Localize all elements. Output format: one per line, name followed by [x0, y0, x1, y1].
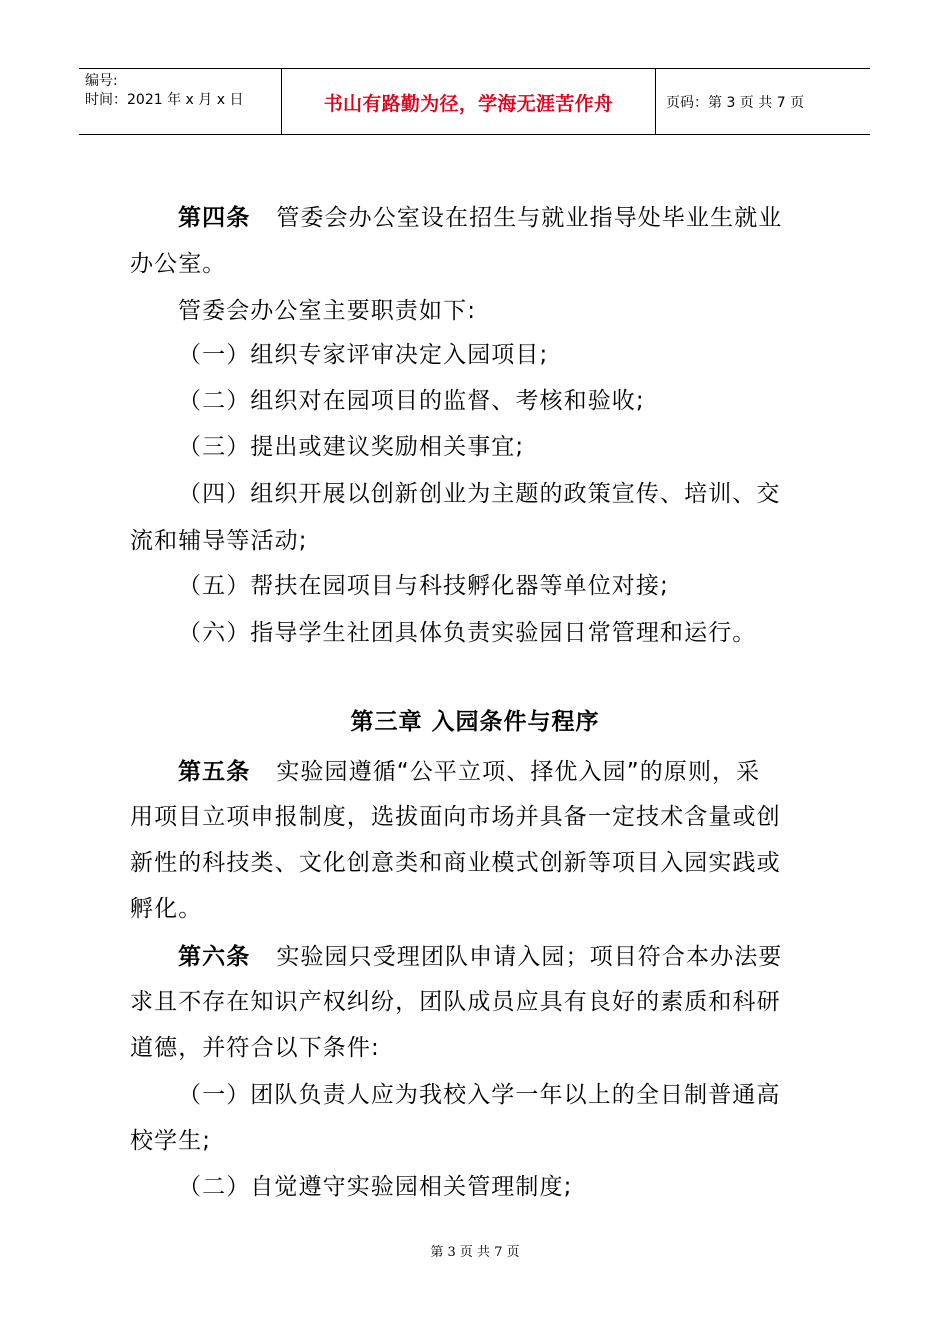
- header-page-cell: [656, 69, 870, 134]
- article5-heading: 第五条: [178, 758, 251, 784]
- header-number-label: 编号:: [85, 73, 118, 89]
- document-header: [79, 68, 870, 135]
- article6-item-1: （一）团队负责人应为我校入学一年以上的全日制普通高: [178, 1082, 781, 1108]
- page-footer: 第 3 页 共 7 页: [430, 1245, 520, 1260]
- article4-heading: 第四条: [178, 204, 251, 230]
- article4-item-1: （一）组织专家评审决定入园项目;: [178, 342, 549, 368]
- article5-line1: [178, 756, 878, 787]
- article4-item-5: （五）帮扶在园项目与科技孵化器等单位对接;: [178, 573, 669, 599]
- article4-duties-intro: 管委会办公室主要职责如下:: [178, 298, 477, 324]
- header-page-code: 页码：第 3 页 共 7 页: [666, 95, 805, 111]
- header-time-label: 时间：2021 年 x 月 x 日: [85, 92, 244, 108]
- article4-item-4-cont: 流和辅导等活动;: [130, 528, 308, 554]
- article6-item-1-cont: 校学生;: [130, 1128, 212, 1154]
- header-motto: 书山有路勤为径，学海无涯苦作舟: [323, 93, 614, 115]
- header-meta-cell: [79, 69, 282, 134]
- article4-text-line1: 管委会办公室设在招生与就业指导处毕业生就业: [276, 205, 783, 231]
- article6-line1: [178, 941, 878, 972]
- article4-item-6: （六）指导学生社团具体负责实验园日常管理和运行。: [178, 620, 757, 646]
- article6-text-line1: 实验园只受理团队申请入园；项目符合本办法要: [276, 944, 783, 970]
- article4-item-4: （四）组织开展以创新创业为主题的政策宣传、培训、交: [178, 481, 781, 507]
- header-motto-cell: [282, 69, 656, 134]
- article4-line2: 办公室。: [130, 251, 227, 277]
- article6-item-2: （二）自觉遵守实验园相关管理制度;: [178, 1174, 573, 1200]
- article5-line2: 用项目立项申报制度，选拔面向市场并具备一定技术含量或创: [130, 804, 781, 830]
- article6-line3: 道德，并符合以下条件:: [130, 1035, 380, 1061]
- article6-line2: 求且不存在知识产权纠纷，团队成员应具有良好的素质和科研: [130, 989, 781, 1015]
- article6-heading: 第六条: [178, 943, 251, 969]
- article5-line4: 孵化。: [130, 896, 203, 922]
- article4-item-2: （二）组织对在园项目的监督、考核和验收;: [178, 388, 645, 414]
- chapter-title: 第三章 入园条件与程序: [350, 709, 600, 735]
- article4-item-3: （三）提出或建议奖励相关事宜;: [178, 434, 525, 460]
- article5-text-line1: 实验园遵循“公平立项、择优入园”的原则，采: [276, 759, 761, 785]
- article4-line1: [178, 202, 878, 233]
- article5-line3: 新性的科技类、文化创意类和商业模式创新等项目入园实践或: [130, 850, 781, 876]
